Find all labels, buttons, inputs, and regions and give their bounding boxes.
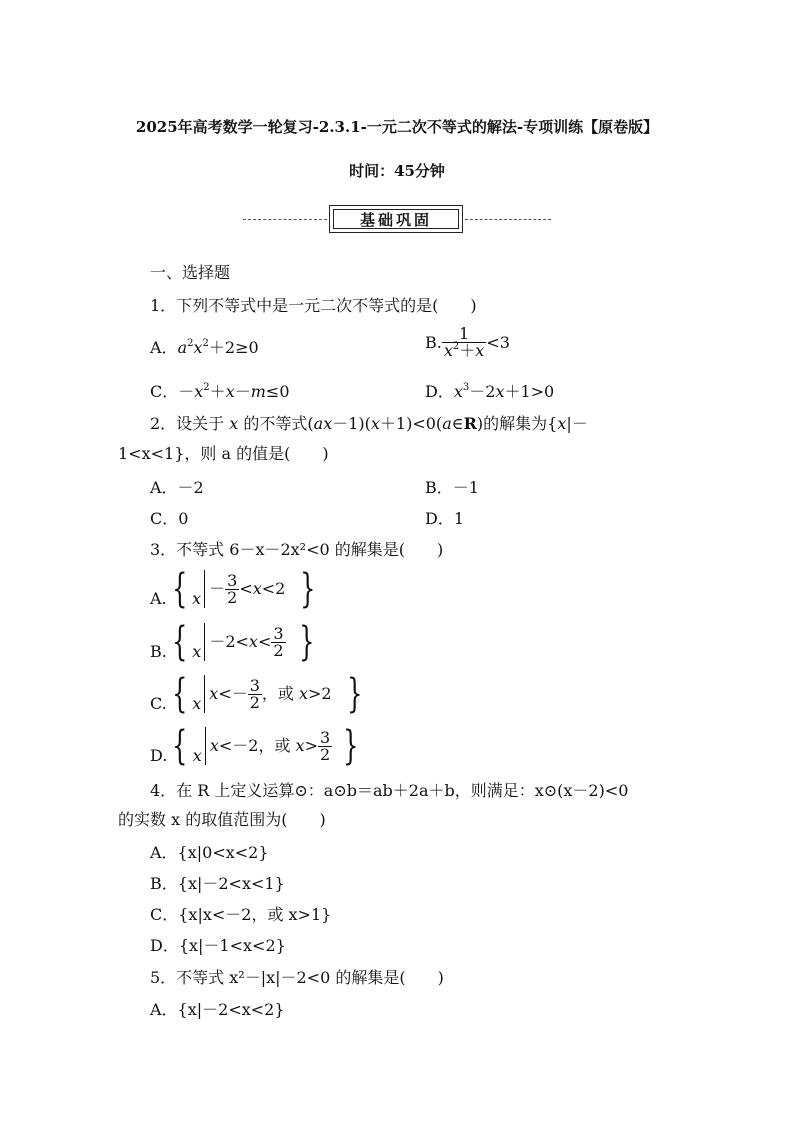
section-badge	[329, 205, 463, 233]
q3-d-label: D.	[150, 746, 168, 765]
q1-option-a: A．$a^2x^2+2\ge 0$	[150, 337, 259, 357]
q2-option-c: C．0	[150, 509, 189, 528]
q3-option-d: D. { x x<－2，或 x> $\frac{3}{2}$ }	[150, 723, 359, 769]
q1-option-b	[425, 326, 510, 359]
left-brace-icon: {	[171, 671, 188, 717]
set-bar	[205, 727, 206, 765]
section-heading: 一、选择题	[150, 263, 231, 282]
q3-option-b: B. { x －2<x< $\frac{3}{2}$ }	[150, 619, 314, 665]
q3-a-fraction	[225, 570, 239, 607]
q2-option-d: D．1	[425, 509, 465, 528]
q1-b-numerator: 1	[458, 324, 470, 343]
frac-den: 2	[249, 692, 260, 712]
q1-b-fraction	[442, 326, 486, 359]
frac-num: 3	[249, 675, 260, 695]
time-limit: 时间：45分钟	[349, 162, 445, 180]
frac-num: 3	[227, 570, 238, 590]
q1-stem: 1．下列不等式中是一元二次不等式的是( )	[150, 296, 477, 315]
frac-num: 3	[319, 727, 331, 747]
divider-right	[465, 219, 551, 220]
q3-d-fraction	[318, 727, 332, 764]
q1-d-label: D．	[425, 382, 454, 401]
q1-option-d: D．$x^3-2x+1>0$	[425, 381, 555, 401]
q3-c-fraction	[248, 675, 262, 712]
q3-option-a: A. { x － $\frac{3}{2}$ <x<2 }	[150, 566, 316, 612]
q5-option-a: A．{x|－2<x<2}	[150, 1000, 285, 1019]
q1-b-denominator: $x^2+x$	[443, 340, 485, 360]
set-bar	[204, 570, 205, 608]
q4-stem-line2: 的实数 x 的取值范围为( )	[118, 810, 326, 829]
document-title: 2025年高考数学一轮复习-2.3.1-一元二次不等式的解法-专项训练【原卷版】	[135, 118, 659, 136]
q1-b-label: B.	[425, 332, 442, 352]
set-bar	[204, 675, 205, 713]
q2-stem-line2: 1<x<1}，则 a 的值是( )	[118, 444, 329, 463]
q2-stem-line1: 2．设关于 x 的不等式(ax－1)(x＋1)<0(a∈R)的解集为{x|－	[150, 414, 588, 433]
q1-c-label: C．	[150, 382, 179, 401]
right-brace-icon: }	[346, 671, 362, 717]
right-brace-icon: }	[343, 723, 359, 769]
frac-den: 2	[319, 744, 331, 764]
q4-option-c: C．{x|x<－2，或 x>1}	[150, 905, 332, 924]
q2-stem-b: 的不等式	[238, 414, 308, 433]
frac-num: 3	[273, 623, 284, 643]
right-brace-icon: }	[298, 619, 314, 665]
section-badge-label: 基础巩固	[333, 209, 459, 229]
divider-left	[243, 219, 327, 220]
q3-a-label: A.	[150, 589, 167, 608]
left-brace-icon: {	[171, 566, 188, 612]
set-bar	[204, 623, 205, 661]
q5-stem: 5．不等式 x²－|x|－2<0 的解集是( )	[150, 968, 444, 987]
left-brace-icon: {	[172, 723, 188, 769]
q1-a-label: A．	[150, 338, 178, 357]
left-brace-icon: {	[171, 619, 188, 665]
q4-option-d: D．{x|－1<x<2}	[150, 936, 286, 955]
right-brace-icon: }	[300, 566, 316, 612]
q3-option-c: C. { x x<－ $\frac{3}{2}$ ，或 x>2 }	[150, 671, 362, 717]
q2-option-b: B．－1	[425, 478, 479, 497]
q1-b-ineq: <3	[486, 332, 510, 352]
q4-stem-line1: 4．在 R 上定义运算⊙：a⊙b＝ab＋2a＋b，则满足：x⊙(x－2)<0	[150, 781, 629, 800]
q3-b-label: B.	[150, 642, 167, 661]
q1-option-c: C．$-x^2+x-m\le 0$	[150, 381, 290, 401]
frac-den: 2	[227, 587, 238, 607]
q2-stem-a: 2．设关于	[150, 414, 230, 433]
frac-den: 2	[273, 640, 284, 660]
q4-option-b: B．{x|－2<x<1}	[150, 874, 285, 893]
q2-option-a: A．－2	[150, 478, 204, 497]
q3-b-fraction	[271, 623, 285, 660]
q3-stem: 3．不等式 6－x－2x²<0 的解集是( )	[150, 540, 444, 559]
q4-option-a: A．{x|0<x<2}	[150, 843, 269, 862]
q3-c-label: C.	[150, 694, 167, 713]
